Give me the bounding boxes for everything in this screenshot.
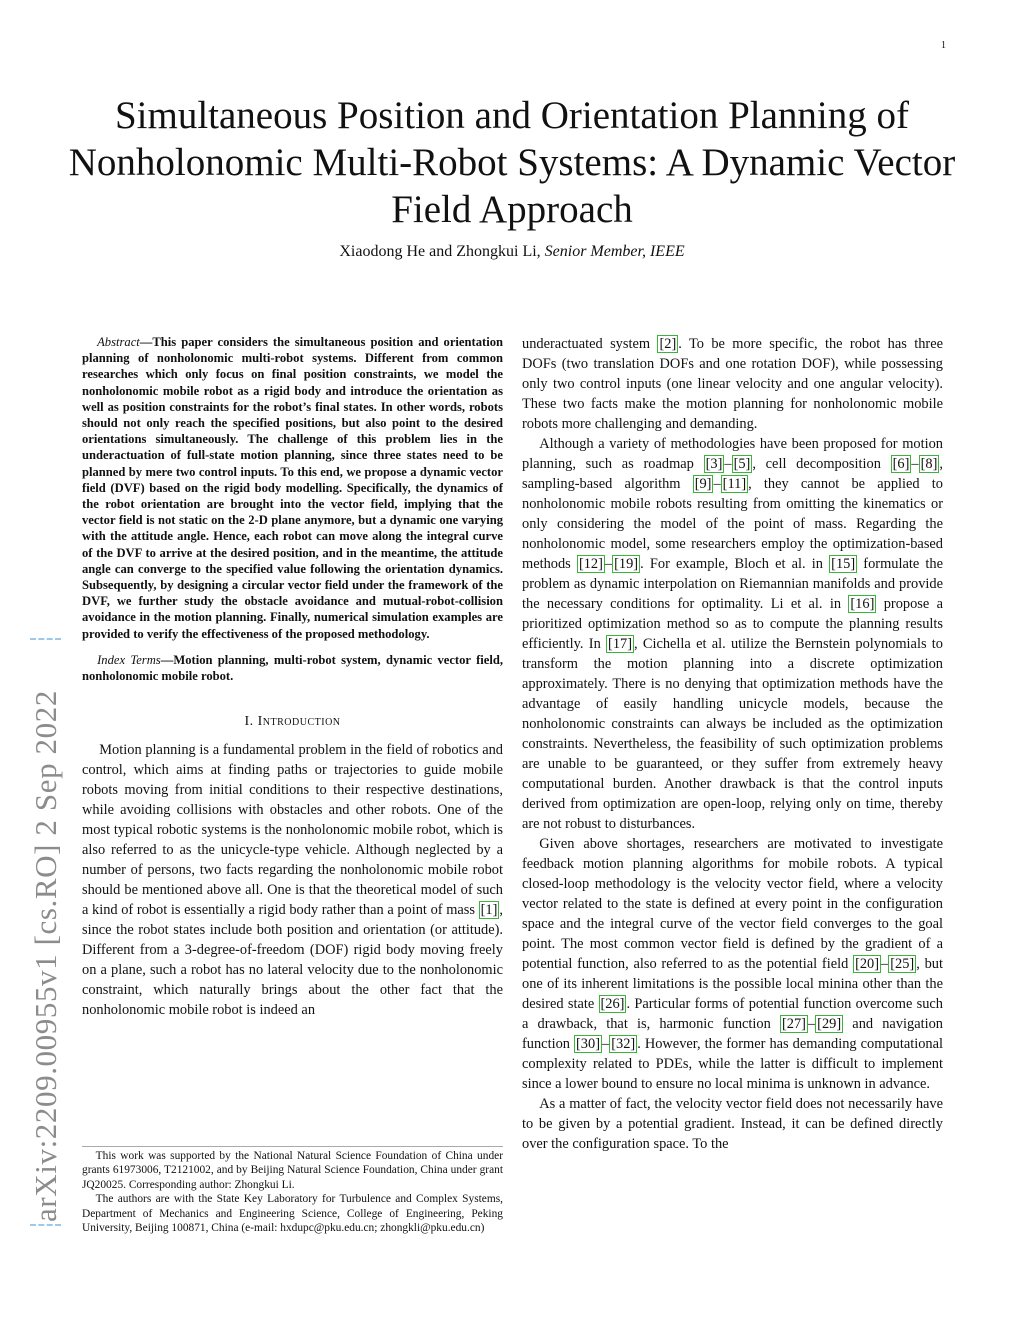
dash: – xyxy=(604,556,613,572)
citation-link[interactable]: [12] xyxy=(578,556,603,572)
citation-link[interactable]: [16] xyxy=(850,596,875,612)
dash: – xyxy=(602,1036,610,1052)
paper-title: Simultaneous Position and Orientation Planning of Nonholonomic Multi-Robot Systems: A Dynamic Vector Field Approach xyxy=(68,94,956,231)
text-span: , they cannot be applied to nonholonomic mobile robots resulting from omitting the kinematics or only considering the model of the point of mass. Regarding the nonholonomic model, some researchers employ the optimization-based methods xyxy=(522,476,943,572)
index-terms-label: Index Terms xyxy=(97,652,161,667)
citation-link[interactable]: [8] xyxy=(920,456,938,472)
dash: – xyxy=(724,456,732,472)
citation-link[interactable]: [32] xyxy=(611,1036,636,1052)
arxiv-identifier: arXiv:2209.00955v1 [cs.RO] 2 Sep 2022 xyxy=(30,638,61,1226)
author-names: Xiaodong He and Zhongkui Li, xyxy=(339,243,541,260)
citation-link[interactable]: [9] xyxy=(694,476,712,492)
citation-link[interactable]: [2] xyxy=(659,336,677,352)
intro-paragraph xyxy=(82,740,503,1020)
citation-link[interactable]: [3] xyxy=(705,456,723,472)
author-membership: Senior Member, IEEE xyxy=(544,243,685,260)
index-terms-text: —Motion planning, multi-robot system, dynamic vector field, nonholonomic mobile robot. xyxy=(82,652,504,684)
footnote xyxy=(82,1146,503,1235)
citation-link[interactable]: [20] xyxy=(855,956,880,972)
dash: – xyxy=(881,956,889,972)
citation-link[interactable]: [27] xyxy=(781,1016,806,1032)
citation-link[interactable]: [15] xyxy=(831,556,856,572)
section-heading xyxy=(82,712,503,732)
paragraph xyxy=(522,334,943,434)
dash: – xyxy=(713,476,721,492)
abstract-text: —This paper considers the simultaneous position and orientation planning of nonholonomic multi-robot systems. Different from common researches which only focus on final position constraints, we model the nonholonomic mobile robot as a rigid body and introduce the orientation as well as position constraints for the robot’s final states. In other words, robots should not only reach the specified positions, but also point to the desired orientations simultaneously. The challenge of this problem lies in the underactuation of full-state motion planning, since three states need to be planned by mere two control inputs. To this end, we propose a dynamic vector field (DVF) based on the rigid body modelling. Specifically, the dynamics of the robot orientation are brought into the vector field, implying that the vector field is not static on the 2-D plane anymore, but a dynamic one varying with the attitude angle. Hence, each robot can move along the integral curve of the DVF to arrive at the desired position, and in the meantime, the attitude angle can converge to the specified value following the orientation dynamics. Subsequently, by designing a circular vector field under the framework of the DVF, we further study the obstacle avoidance and mutual-robot-collision avoidance in the motion planning. Finally, numerical simulation examples are provided to verify the effectiveness of the proposed methodology. xyxy=(82,335,503,641)
paragraph xyxy=(522,834,943,1094)
citation-link[interactable]: [11] xyxy=(722,476,747,492)
citation-link[interactable]: [19] xyxy=(614,556,639,572)
text-span: . However, the former has demanding computational complexity related to PDEs, while the latter is difficult to implement since a lower bound to ensure no local minima is unknown in advance. xyxy=(522,1036,943,1092)
index-terms xyxy=(82,652,503,684)
arxiv-stamp xyxy=(0,322,63,1222)
author-line xyxy=(60,243,964,261)
text-span: , sampling-based algorithm xyxy=(522,456,943,492)
paragraph xyxy=(522,434,943,834)
text-span: Given above shortages, researchers are motivated to investigate feedback motion planning algorithms for mobile robots. A typical closed-loop methodology is the velocity vector field, where a velocity vector related to the state is defined at every point in the configuration space and the integral curve of the vector field converges to the goal point. The most common vector field is defined by the gradient of a potential function, also referred to as the potential field xyxy=(522,836,943,972)
text-span: As a matter of fact, the velocity vector field does not necessarily have to be given by a potential gradient. Instead, it can be defined directly over the configuration space. To the xyxy=(522,1096,943,1152)
text-span: , cell decomposition xyxy=(752,456,891,472)
text-span: , since the robot states include both position and orientation (or attitude). Different from a 3-degree-of-freedom (DOF) rigid body moving freely on a plane, such a robot has no lateral velocity due to the nonholonomic constraint, which naturally brings about the other fact that the nonholonomic mobile robot is indeed an xyxy=(82,902,503,1019)
citation-link[interactable]: [17] xyxy=(608,636,633,652)
text-span: . For example, Bloch et al. in xyxy=(640,556,830,572)
citation-link[interactable]: [1] xyxy=(480,902,498,919)
section-title: Introduction xyxy=(257,714,341,730)
dash: – xyxy=(807,1016,816,1032)
text-span: Although a variety of methodologies have been proposed for motion planning, such as roadmap xyxy=(522,436,943,472)
text-span: . Particular forms of potential function overcome such a drawback, that is, harmonic function xyxy=(522,996,943,1032)
citation-link[interactable]: [25] xyxy=(890,956,915,972)
text-span: formulate the problem as dynamic interpolation on Riemannian manifolds and provide the necessary conditions for optimality. Li et al. in xyxy=(522,556,943,612)
text-span: and navigation function xyxy=(522,1016,943,1052)
paragraph xyxy=(522,1094,943,1154)
citation-link[interactable]: [5] xyxy=(733,456,751,472)
dash: – xyxy=(911,456,919,472)
citation-link[interactable]: [6] xyxy=(892,456,910,472)
text-span: , Cichella et al. utilize the Bernstein polynomials to transform the motion planning into a discrete optimization approximately. There is no denying that optimization methods have the advantage of easily handling unicycle models, because the nonholonomic constraints can always be included as the optimization constraints. Nevertheless, the feasibility of such optimization problems are unable to be guaranteed, or they suffer from extremely heavy computational burden. Another drawback is that the control inputs derived from optimization are open-loop, relying only on time, thereby are not robust to disturbances. xyxy=(522,636,943,832)
right-column xyxy=(522,334,943,1154)
page-number: 1 xyxy=(941,40,946,51)
text-span: propose a prioritized optimization method so as to compute the planning results efficiently. In xyxy=(522,596,943,652)
footnote-affiliation: The authors are with the State Key Laboratory for Turbulence and Complex Systems, Department of Mechanics and Engineering Science, College of Engineering, Peking University, Beijing 100871, China (e-mail: hxdupc@pku.edu.cn; zhongkli@pku.edu.cn) xyxy=(82,1193,503,1235)
text-span: . To be more specific, the robot has three DOFs (two translation DOFs and one rotation DOF), while possessing only two control inputs (one linear velocity and one angular velocity). These two facts make the motion planning for nonholonomic mobile robots more challenging and demanding. xyxy=(522,336,944,432)
text-span: Motion planning is a fundamental problem in the field of robotics and control, which aims at finding paths or trajectories to guide mobile robots moving from initial conditions to their respective destinations, while avoiding collisions with obstacles and other robots. One of the most typical robotic systems is the nonholonomic mobile robot, which is also referred to as the unicycle-type vehicle. Although neglected by a number of persons, two facts regarding the nonholonomic mobile robot should be mentioned above all. One is that the theoretical model of such a kind of robot is essentially a rigid body rather than a point of mass xyxy=(82,742,503,919)
abstract xyxy=(82,334,503,642)
left-column xyxy=(82,334,503,1020)
citation-link[interactable]: [30] xyxy=(576,1036,600,1052)
footnote-funding: This work was supported by the National Natural Science Foundation of China under grants 61973006, T2121002, and by Beijing Natural Science Foundation, China under grant JQ20025. Corresponding author: Zhongkui Li. xyxy=(82,1150,503,1191)
section-number: I. xyxy=(244,714,258,730)
citation-link[interactable]: [26] xyxy=(600,996,625,1012)
text-span: , but one of its inherent limitations is the possible local minina other than the desired state xyxy=(522,956,943,1012)
citation-link[interactable]: [29] xyxy=(817,1016,842,1032)
abstract-label: Abstract xyxy=(97,335,140,349)
text-span: underactuated system xyxy=(522,336,658,352)
